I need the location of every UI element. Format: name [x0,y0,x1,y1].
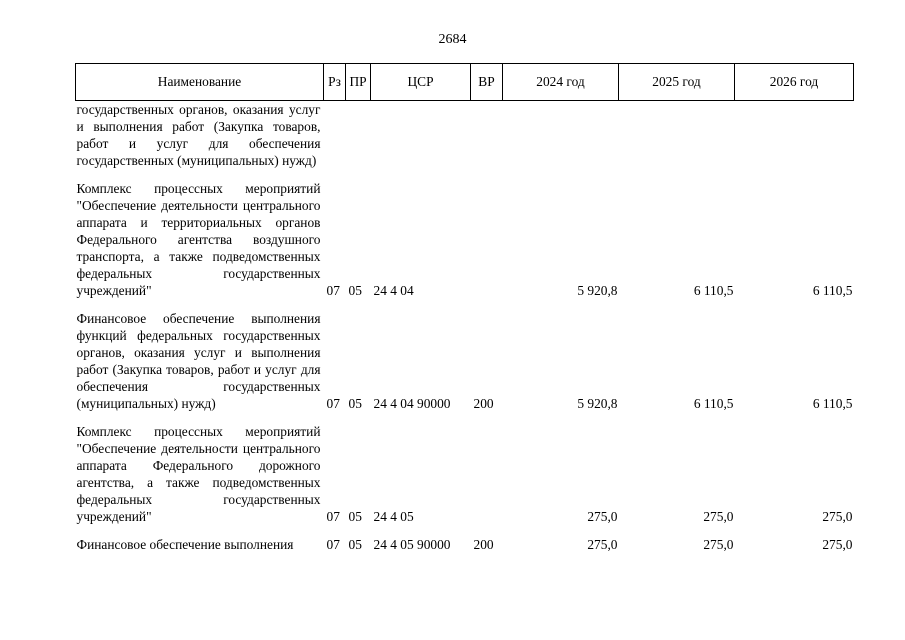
table-row [76,169,854,299]
row-2026: 6 110,5 [812,283,853,298]
row-rz: 07 [326,283,340,298]
row-rz: 07 [326,509,340,524]
row-csr: 24 4 04 [373,283,414,298]
row-csr: 24 4 05 [373,509,414,524]
row-name: Комплекс процессных мероприятий "Обеспечение деятельности центрального аппарата Федерального дорожного агентства, а также подведомственных федеральных государственных учреждений" [76,424,321,524]
row-2026: 275,0 [822,509,853,524]
row-2024 [503,101,619,170]
row-csr: 24 4 05 90000 [373,537,451,552]
header-csr: ЦСР [371,64,471,101]
budget-table [75,63,854,553]
row-2024: 275,0 [587,537,618,552]
header-2024: 2024 год [503,64,619,101]
row-2024: 275,0 [587,509,618,524]
row-2024: 5 920,8 [577,396,618,411]
row-pr: 05 [348,537,362,552]
row-name: Финансовое обеспечение выполнения функций федеральных государственных органов, оказания услуг и выполнения работ (Закупка товаров, работ и услуг для обеспечения государственных (муниципальных) нужд) [76,311,321,411]
row-2025: 6 110,5 [693,396,734,411]
row-rz: 07 [326,537,340,552]
page-number: 2684 [438,32,467,47]
row-2024: 5 920,8 [577,283,618,298]
row-2025: 275,0 [703,537,734,552]
header-rz: Рз [324,64,346,101]
row-vr: 200 [473,537,494,552]
row-pr [346,101,371,170]
table-header [76,64,854,101]
row-name: Комплекс процессных мероприятий "Обеспечение деятельности центрального аппарата и территориальных органов Федерального агентства воздушного транспорта, а также подведомственных федеральных государственных учреждений" [76,181,321,298]
header-vr: ВР [471,64,503,101]
header-2025: 2025 год [619,64,735,101]
row-rz [324,101,346,170]
row-2025: 275,0 [703,509,734,524]
row-pr: 05 [348,509,362,524]
row-vr [471,412,503,525]
row-name: государственных органов, оказания услуг и выполнения работ (Закупка товаров, работ и услуг для обеспечения государственных (муниципальных) нужд) [76,102,321,168]
table-row [76,299,854,412]
row-2026 [735,101,854,170]
header-2026: 2026 год [735,64,854,101]
header-pr: ПР [346,64,371,101]
table-row [76,412,854,525]
header-name: Наименование [76,64,324,101]
row-csr: 24 4 04 90000 [373,396,451,411]
row-2025 [619,101,735,170]
row-vr [471,169,503,299]
row-pr: 05 [348,283,362,298]
table-row [76,525,854,553]
row-vr: 200 [473,396,494,411]
row-2026: 6 110,5 [812,396,853,411]
row-vr [471,101,503,170]
row-2025: 6 110,5 [693,283,734,298]
table-row [76,101,854,170]
row-rz: 07 [326,396,340,411]
table-body [76,101,854,554]
row-pr: 05 [348,396,362,411]
row-name: Финансовое обеспечение выполнения [76,537,294,552]
row-2026: 275,0 [822,537,853,552]
row-csr [371,101,471,170]
